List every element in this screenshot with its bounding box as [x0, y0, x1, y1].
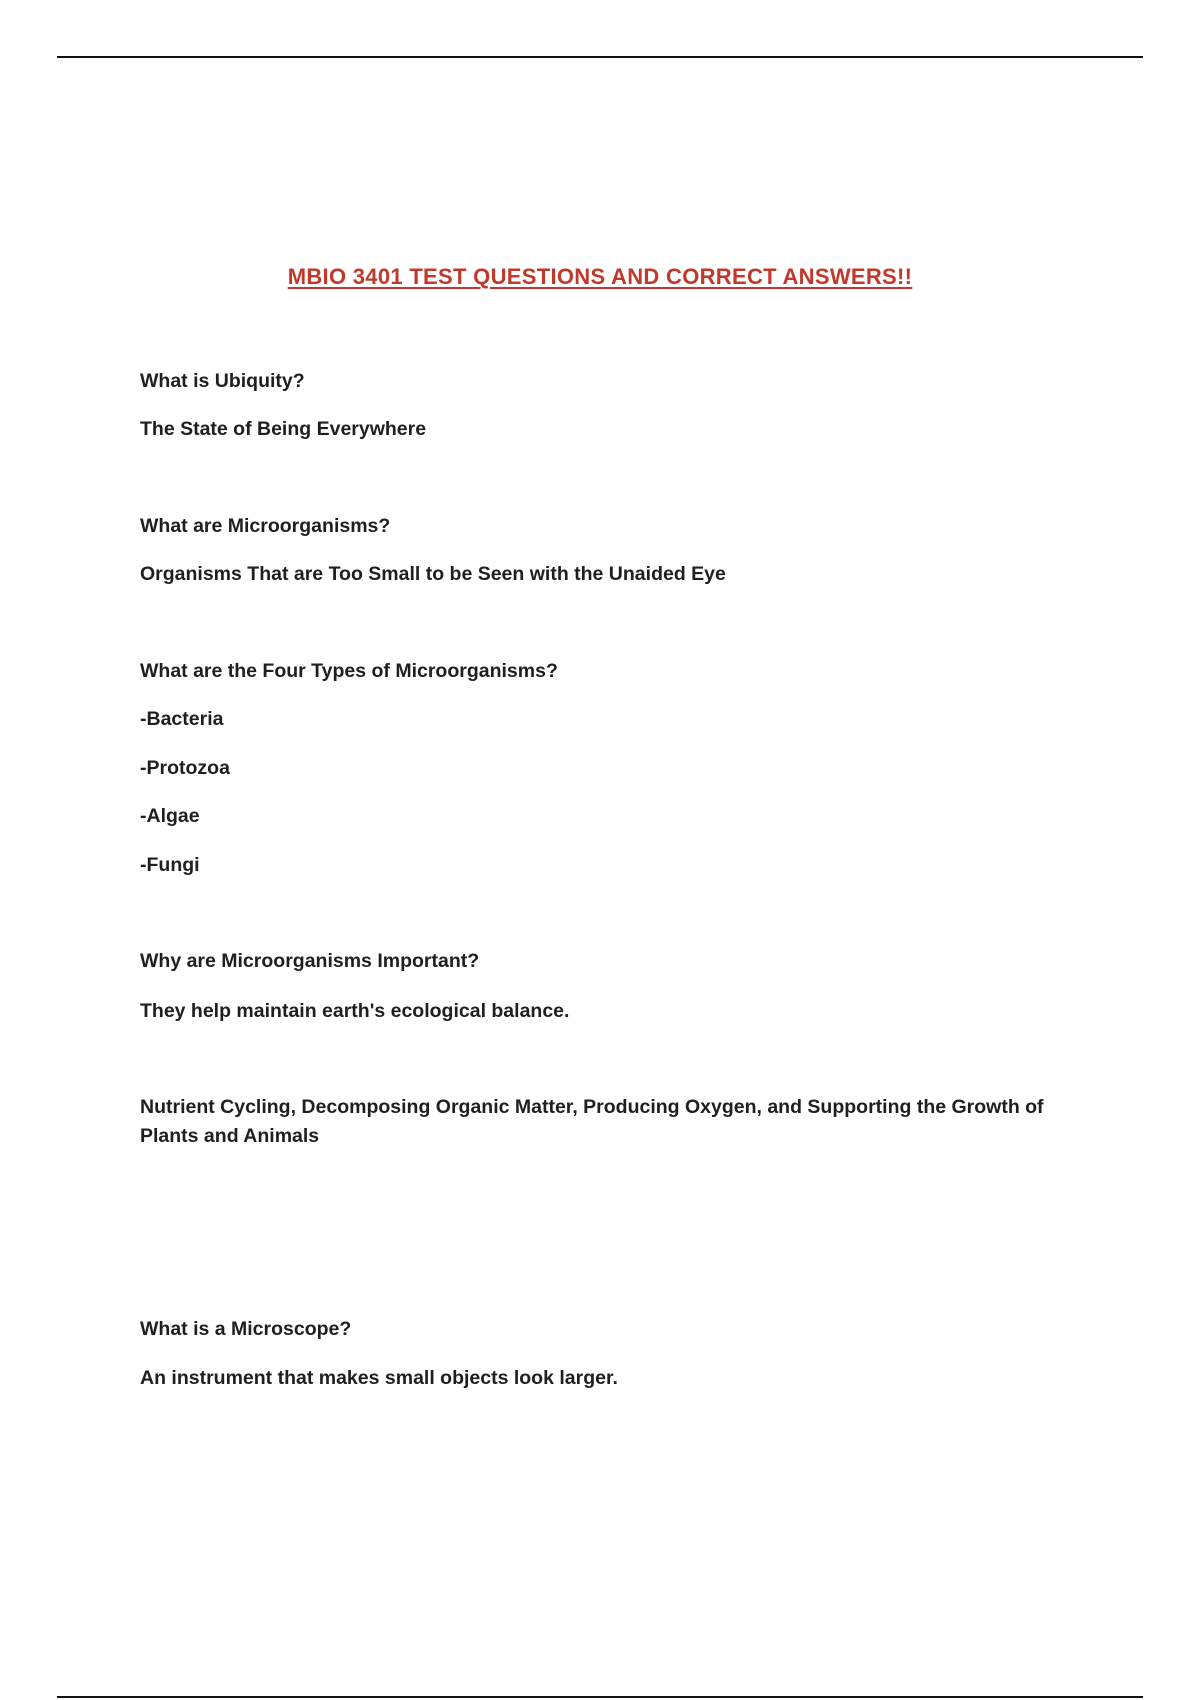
answer-microscope: An instrument that makes small objects look larger. — [140, 1367, 618, 1389]
document-title: MBIO 3401 TEST QUESTIONS AND CORRECT ANSWERS!! — [287, 264, 913, 289]
answer-ubiquity: The State of Being Everywhere — [140, 418, 427, 440]
question-microorganisms: What are Microorganisms? — [140, 515, 391, 537]
answer-item-protozoa: -Protozoa — [140, 757, 230, 779]
answer-importance-detail: Nutrient Cycling, Decomposing Organic Matter, Producing Oxygen, and Supporting the Growth of Plants and Animals — [140, 1096, 1044, 1147]
header-rule — [57, 56, 1143, 58]
answer-microorganisms: Organisms That are Too Small to be Seen with the Unaided Eye — [140, 563, 726, 585]
question-importance: Why are Microorganisms Important? — [140, 950, 480, 972]
answer-item-algae: -Algae — [140, 805, 200, 827]
answer-item-bacteria: -Bacteria — [140, 708, 224, 730]
question-ubiquity: What is Ubiquity? — [140, 370, 305, 392]
answer-item-fungi: -Fungi — [140, 854, 200, 876]
question-four-types: What are the Four Types of Microorganisms? — [140, 660, 558, 682]
footer-rule — [57, 1696, 1143, 1698]
question-microscope: What is a Microscope? — [140, 1318, 352, 1340]
answer-importance: They help maintain earth's ecological balance. — [140, 1000, 570, 1022]
